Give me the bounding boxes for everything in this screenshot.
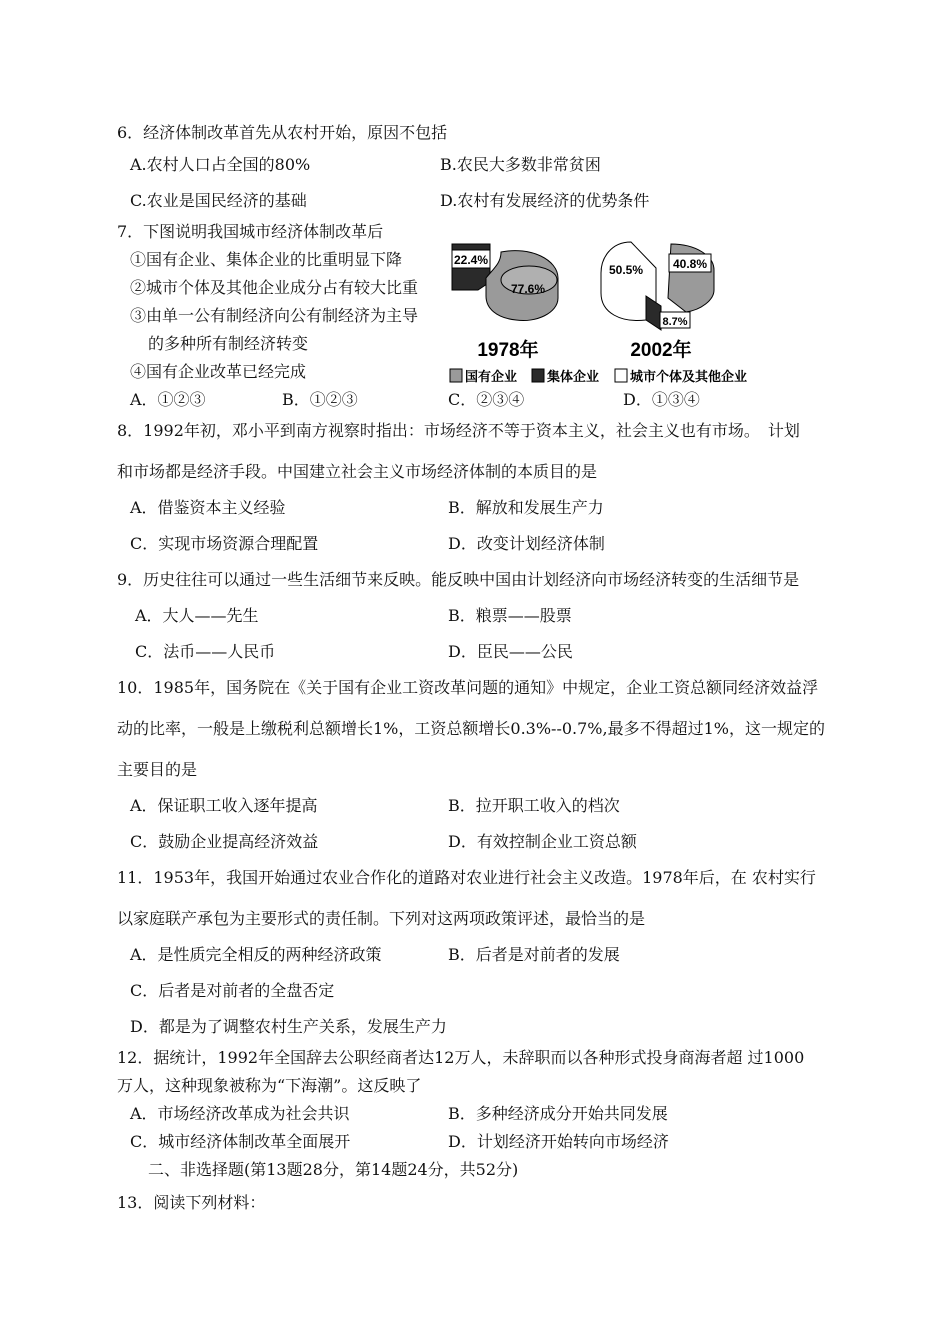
label-2002-other: 50.5% bbox=[608, 263, 644, 277]
q11-line-2: 以家庭联产承包为主要形式的责任制。下列对这两项政策评述，最恰当的是 bbox=[117, 909, 646, 928]
q8-option-c: C．实现市场资源合理配置 bbox=[130, 534, 319, 553]
q8-option-a: A．借鉴资本主义经验 bbox=[130, 498, 286, 517]
q11-option-d: D．都是为了调整农村生产关系，发展生产力 bbox=[130, 1017, 447, 1036]
q7-option-d: D．①③④ bbox=[623, 390, 700, 409]
q8-option-b: B．解放和发展生产力 bbox=[448, 498, 604, 517]
q12-option-c: C．城市经济体制改革全面展开 bbox=[130, 1132, 351, 1151]
q8-line-2: 和市场都是经济手段。中国建立社会主义市场经济体制的本质目的是 bbox=[117, 462, 598, 481]
q9-stem: 9．历史往往可以通过一些生活细节来反映。能反映中国由计划经济向市场经济转变的生活细节是 bbox=[117, 570, 800, 589]
q7-statement-3-cont: 的多种所有制经济转变 bbox=[148, 334, 309, 353]
q7-option-c: C．②③④ bbox=[448, 390, 525, 409]
q10-option-d: D．有效控制企业工资总额 bbox=[448, 832, 637, 851]
label-2002-collective: 8.7% bbox=[662, 316, 688, 328]
legend-swatch-other bbox=[615, 369, 627, 382]
q7-option-a: A．①②③ bbox=[130, 390, 206, 409]
q7-statement-1: ①国有企业、集体企业的比重明显下降 bbox=[130, 250, 403, 269]
q8-line-1: 8．1992年初，邓小平到南方视察时指出：市场经济不等于资本主义，社会主义也有市场。 计划 bbox=[117, 421, 800, 440]
legend-label-other: 城市个体及其他企业 bbox=[630, 369, 748, 384]
q12-line-2: 万人，这种现象被称为“下海潮”。这反映了 bbox=[117, 1076, 422, 1095]
pie-2002-title: 2002年 bbox=[630, 340, 692, 361]
q9-option-a: A．大人——先生 bbox=[135, 606, 259, 625]
legend-label-collective: 集体企业 bbox=[547, 369, 600, 384]
q9-option-b: B．粮票——股票 bbox=[448, 606, 572, 625]
q11-option-b: B．后者是对前者的发展 bbox=[448, 945, 620, 964]
q10-line-3: 主要目的是 bbox=[117, 760, 198, 779]
legend-swatch-collective bbox=[532, 369, 544, 382]
q11-option-a: A．是性质完全相反的两种经济政策 bbox=[130, 945, 382, 964]
label-1978-collective: 22.4% bbox=[453, 253, 489, 267]
q11-line-1: 11．1953年，我国开始通过农业合作化的道路对农业进行社会主义改造。1978年后，在 农村实行 bbox=[117, 868, 816, 887]
section-2-heading: 二、非选择题(第13题28分，第14题24分，共52分) bbox=[148, 1160, 519, 1179]
q10-option-c: C．鼓励企业提高经济效益 bbox=[130, 832, 319, 851]
q6-option-a: A.农村人口占全国的80% bbox=[130, 155, 311, 174]
q6-option-d: D.农村有发展经济的优势条件 bbox=[440, 191, 650, 210]
q7-statement-2: ②城市个体及其他企业成分占有较大比重 bbox=[130, 278, 419, 297]
label-1978-state: 77.6% bbox=[510, 282, 546, 296]
q10-line-1: 10．1985年，国务院在《关于国有企业工资改革问题的通知》中规定，企业工资总额同经济效益浮 bbox=[117, 678, 819, 697]
q12-option-b: B．多种经济成分开始共同发展 bbox=[448, 1104, 668, 1123]
pie-2002 bbox=[601, 242, 714, 361]
legend-label-state: 国有企业 bbox=[465, 369, 518, 384]
q12-line-1: 12．据统计，1992年全国辞去公职经商者达12万人，未辞职而以各种形式投身商海者超 过1000 bbox=[117, 1048, 805, 1067]
q13-stem: 13．阅读下列材料： bbox=[117, 1193, 266, 1212]
label-2002-state: 40.8% bbox=[672, 257, 708, 271]
q6-option-c: C.农业是国民经济的基础 bbox=[130, 191, 307, 210]
pie-1978-title: 1978年 bbox=[477, 340, 539, 361]
q7-option-b: B．①②③ bbox=[282, 390, 358, 409]
q10-option-a: A．保证职工收入逐年提高 bbox=[130, 796, 318, 815]
q9-option-d: D．臣民——公民 bbox=[448, 642, 573, 661]
pie-slice-2002-collective bbox=[646, 296, 661, 330]
ownership-pie-charts bbox=[446, 238, 756, 388]
q10-line-2: 动的比率，一般是上缴税利总额增长1%，工资总额增长0.3%--0.7%,最多不得超过1%，这一规定的 bbox=[117, 719, 825, 738]
q7-statement-4: ④国有企业改革已经完成 bbox=[130, 362, 307, 381]
q7-stem: 7．下图说明我国城市经济体制改革后 bbox=[117, 222, 384, 241]
q8-option-d: D．改变计划经济体制 bbox=[448, 534, 605, 553]
pie-1978 bbox=[452, 244, 558, 361]
chart-legend bbox=[450, 369, 747, 384]
q12-option-d: D．计划经济开始转向市场经济 bbox=[448, 1132, 669, 1151]
q11-option-c: C．后者是对前者的全盘否定 bbox=[130, 981, 335, 1000]
q6-stem: 6．经济体制改革首先从农村开始，原因不包括 bbox=[117, 123, 448, 142]
q10-option-b: B．拉开职工收入的档次 bbox=[448, 796, 620, 815]
q7-statement-3: ③由单一公有制经济向公有制经济为主导 bbox=[130, 306, 419, 325]
q12-option-a: A．市场经济改革成为社会共识 bbox=[130, 1104, 350, 1123]
legend-swatch-state bbox=[450, 369, 462, 382]
q9-option-c: C．法币——人民币 bbox=[135, 642, 276, 661]
q6-option-b: B.农民大多数非常贫困 bbox=[440, 155, 601, 174]
